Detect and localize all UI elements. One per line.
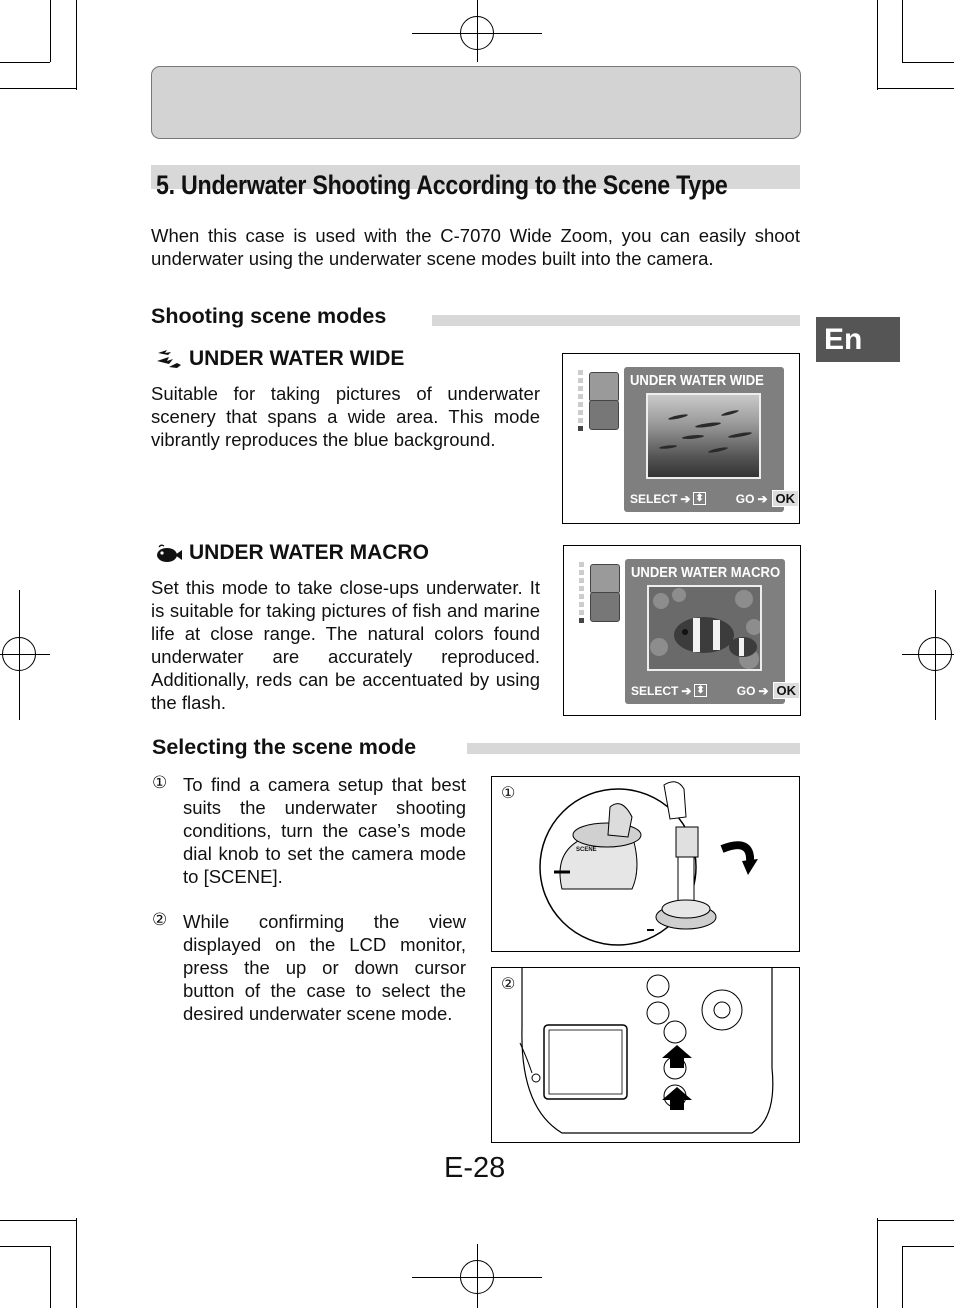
ok-button: OK [773,682,801,699]
ok-button: OK [772,490,800,507]
intro-paragraph: When this case is used with the C-7070 Wide Zoom, you can easily shoot underwater using the underwater scene modes built into the camera. [151,225,800,269]
underwater-wide-photo [646,393,761,479]
macro-mode-title [155,541,429,565]
registration-line [19,590,20,720]
lcd-screen [624,367,796,512]
wide-mode-description: Suitable for taking pictures of underwater scenery that spans a wide area. This mode vibrantly reproduces the blue background. [151,383,540,450]
cursor-button-figure [491,967,800,1143]
scene-wide-thumb-icon [590,564,620,594]
mode-list-indicator [578,370,583,434]
macro-screen-figure [563,545,801,716]
underwater-wide-icon [155,347,183,371]
arrow-right-icon: ➔ [757,491,768,506]
select-label: SELECT [630,491,678,506]
crop-mark [902,62,954,63]
step-number: ① [152,773,168,792]
registration-line [935,590,936,720]
scene-macro-thumb-icon [589,400,619,430]
step-2-text: While confirming the view displayed on the LCD monitor, press the up or down cursor button of the case to select the desired underwater scene mode. [183,911,466,1024]
lcd-footer [631,682,797,699]
crop-mark [877,88,954,89]
registration-line [477,1244,478,1308]
dial-scene-label: SCENE [576,847,597,853]
crop-mark [902,1246,954,1247]
figure-number: ② [501,976,516,993]
page-number: E-28 [444,1152,506,1184]
mode-dial-figure [491,776,800,952]
lcd-title: UNDER WATER WIDE [630,373,764,389]
crop-mark [902,1246,903,1308]
up-down-icon: ⬍ [696,685,705,696]
crop-mark [0,1246,50,1247]
case-back-illustration [492,968,800,1143]
crop-mark [877,1218,878,1308]
scene-wide-thumb-icon [589,372,619,402]
up-down-icon: ⬍ [695,493,704,504]
go-label: GO [735,491,755,506]
underwater-macro-icon [155,541,183,565]
step-1-text: To find a camera setup that best suits the underwater shooting conditions, turn the case’s mode dial knob to set the camera mode to [SCENE]. [183,774,466,887]
arrow-right-icon: ➔ [681,683,692,698]
crop-mark [877,0,878,90]
macro-mode-description: Set this mode to take close-ups underwater. It is suitable for taking pictures of fish and marine life at close range. The natural colors found underwater are accurately reproduced. Additionally, reds can be accentuated by using the flash. [151,577,540,713]
select-label: SELECT [631,683,679,698]
crop-mark [50,0,51,62]
registration-line [902,654,954,655]
mode-list-indicator [579,562,584,626]
crop-mark [0,88,76,89]
crop-mark [902,0,903,62]
lcd-screen [625,559,797,704]
section-rule [432,315,800,326]
wide-screen-figure [562,353,800,524]
go-label: GO [736,683,756,698]
arrow-right-icon: ➔ [758,683,769,698]
crop-mark [76,1218,77,1308]
crop-mark [50,1246,51,1308]
figure-number: ① [501,785,516,802]
section-rule [467,743,800,754]
crop-mark [0,62,50,63]
underwater-macro-photo [647,585,762,671]
lcd-title: UNDER WATER MACRO [631,565,781,581]
crop-mark [76,0,77,90]
registration-line [477,0,478,62]
arrow-right-icon: ➔ [680,491,691,506]
scene-macro-thumb-icon [590,592,620,622]
wide-mode-title [155,347,404,371]
registration-line [0,654,50,655]
crop-mark [0,1220,76,1221]
shooting-modes-heading: Shooting scene modes [151,304,387,328]
wide-mode-title-text: UNDER WATER WIDE [189,347,405,370]
header-band [151,66,801,139]
mode-dial-illustration [492,777,800,952]
language-tab: En [816,317,900,362]
lcd-footer [630,490,796,507]
step-number: ② [152,910,168,929]
selecting-heading: Selecting the scene mode [152,735,417,759]
macro-mode-title-text: UNDER WATER MACRO [189,541,429,564]
crop-mark [877,1220,954,1221]
page-title: 5. Underwater Shooting According to the Scene Type [156,170,728,200]
